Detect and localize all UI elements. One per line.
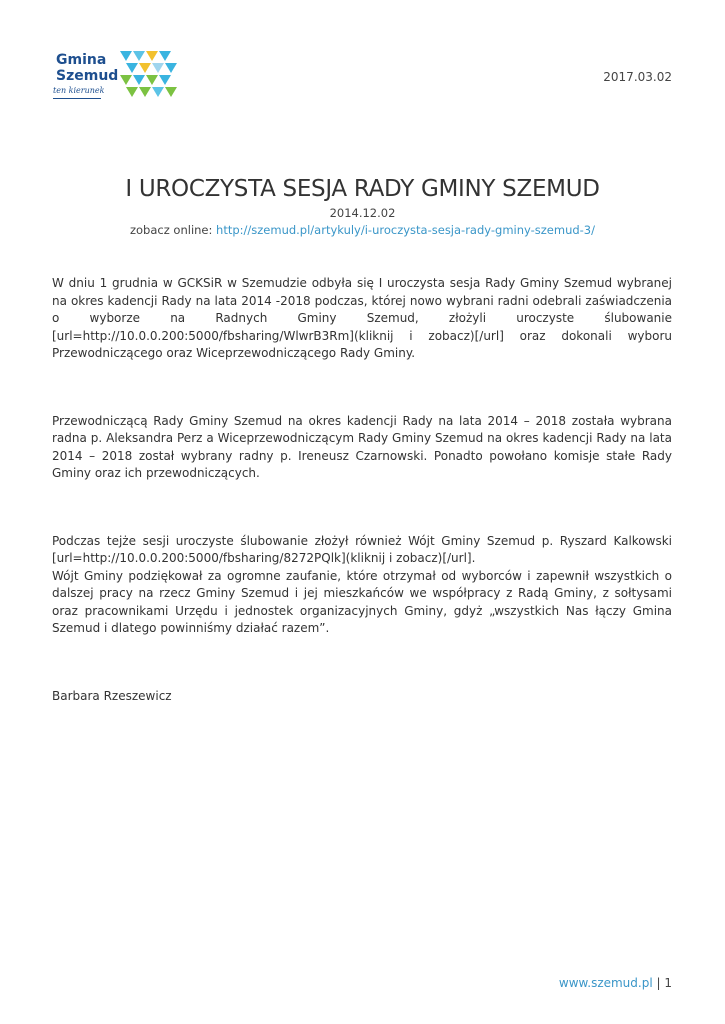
footer xyxy=(559,976,672,990)
online-label: zobacz online: xyxy=(129,223,217,237)
paragraph-3: Podczas tejże sesji uroczyste ślubowanie złożył również Wójt Gminy Szemud p. Ryszard Kalkowski [url=http://10.0.0.200:5000/fbsharing/8272PQlk](kliknij i zobacz)[/url]. xyxy=(52,533,672,565)
logo-name-line1: Gmina xyxy=(56,52,107,68)
online-link[interactable]: http://szemud.pl/artykuly/i-uroczysta-sesja-rady-gminy-szemud-3/ xyxy=(216,223,595,237)
online-line xyxy=(0,223,725,237)
print-date: 2017.03.02 xyxy=(603,70,672,84)
paragraph-2: Przewodniczącą Rady Gminy Szemud na okres kadencji Rady na lata 2014 – 2018 została wybrana radna p. Aleksandra Perz a Wiceprzewodniczącym Rady Gminy Szemud na okres kadencji Rady na lata 2014 – 2018 został wybrany radny p. Ireneusz Czarnowski. Ponadto powołano komisje stałe Rady Gminy oraz ich przewodniczących. xyxy=(52,413,672,480)
paragraph-1: W dniu 1 grudnia w GCKSiR w Szemudzie odbyła się I uroczysta sesja Rady Gminy Szemud wybranej na okres kadencji Rady na lata 2014 -2018 podczas, której nowo wybrani radni odebrali zaświadczenia o wyborze na Radnych Gminy Szemud, złożyli uroczyste ślubowanie [url=http://10.0.0.200:5000/fbsharing/WlwrB3Rm](kliknij i zobacz)[/url] oraz dokonali wyboru Przewodniczącego oraz Wiceprzewodniczącego Rady Gminy. xyxy=(52,276,672,360)
logo-tagline: ten kierunek xyxy=(53,86,105,95)
triangles-logo-icon xyxy=(118,48,178,104)
page-number: 1 xyxy=(664,976,672,990)
author: Barbara Rzeszewicz xyxy=(52,688,172,703)
logo-underline xyxy=(53,98,101,99)
article-title: I UROCZYSTA SESJA RADY GMINY SZEMUD xyxy=(125,176,600,202)
paragraph-4: Wójt Gminy podziękował za ogromne zaufanie, które otrzymał od wyborców i zapewnił wszystkich o dalszej pracy na rzecz Gminy Szemud i jej mieszkańców we współpracy z Radą Gminy, z sołtysami oraz pracownikami Urzędu i jednostek organizacyjnych Gminy, gdyż „wszystkich Nas łączy Gmina Szemud i dlatego powinniśmy działać razem”. xyxy=(52,568,672,635)
article-date: 2014.12.02 xyxy=(329,206,396,220)
article-body xyxy=(52,275,672,755)
footer-separator: | xyxy=(652,976,665,990)
footer-site-link[interactable]: www.szemud.pl xyxy=(558,976,653,990)
logo[interactable] xyxy=(50,48,180,106)
logo-name-line2: Szemud xyxy=(56,68,119,84)
